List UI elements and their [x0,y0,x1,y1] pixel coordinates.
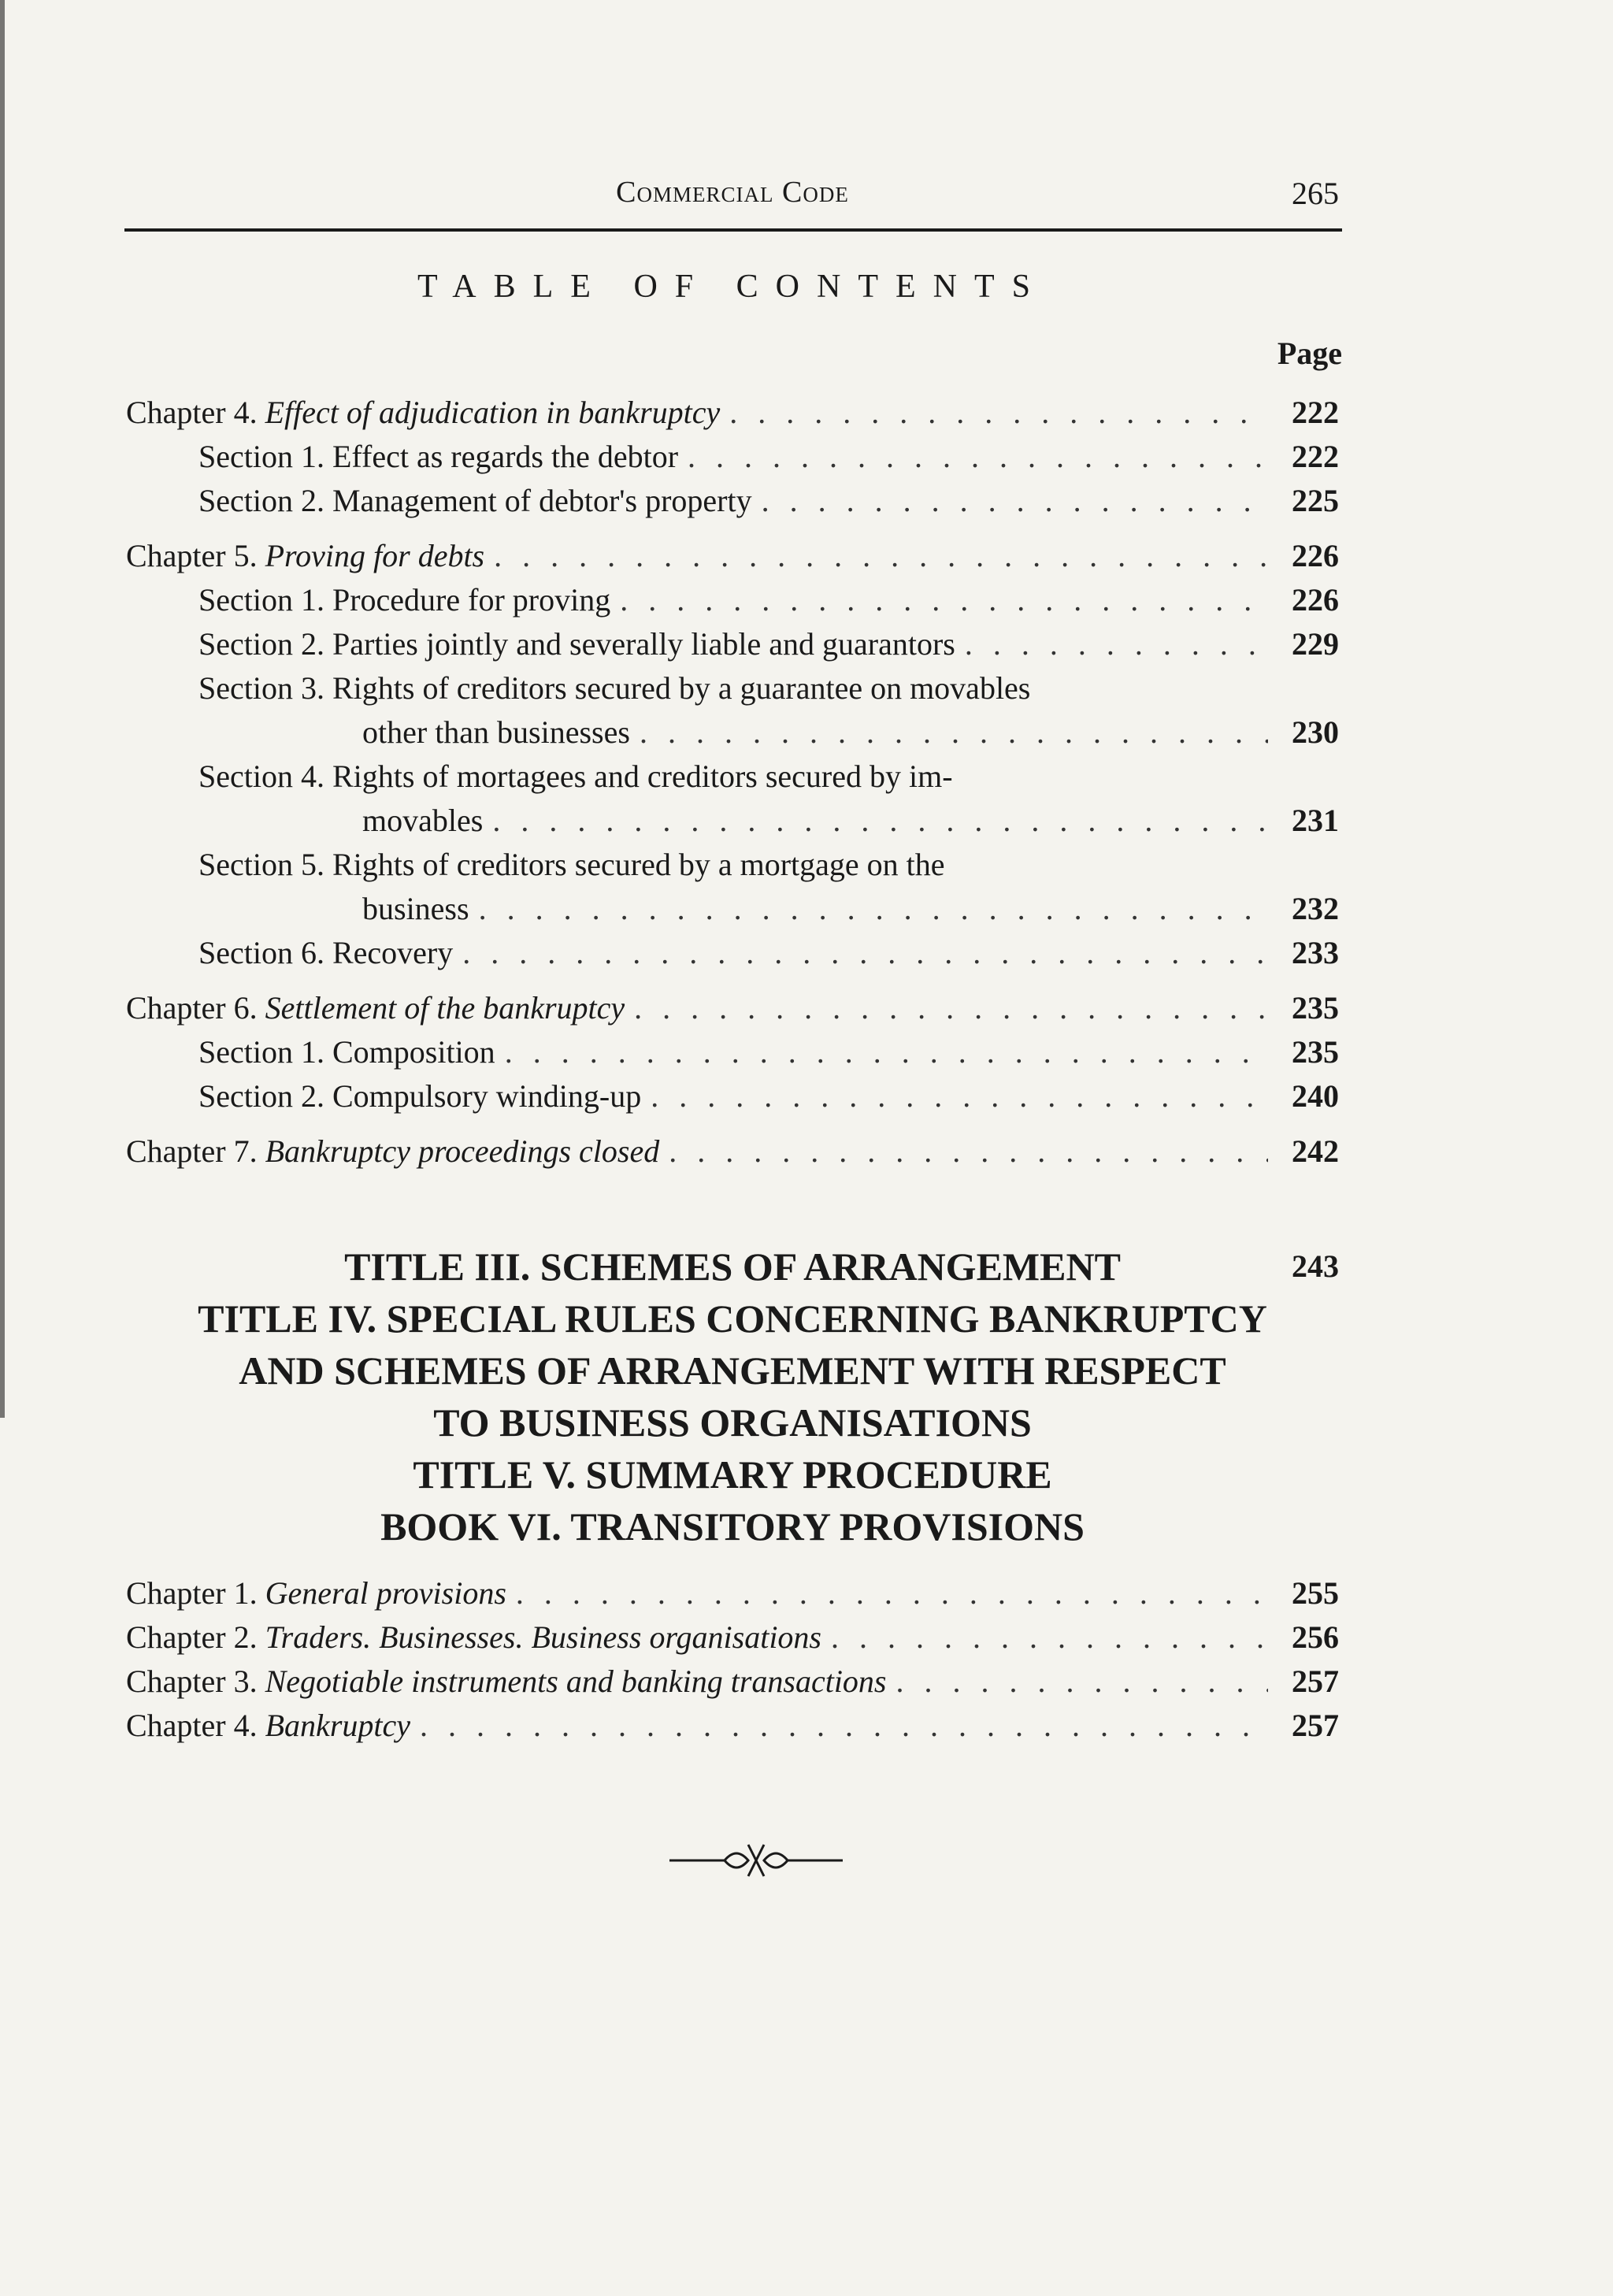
book-vi-entry [126,1704,1339,1748]
toc-entry-title: Effect of adjudication in bankruptcy [265,395,721,430]
toc-entry-title: Settlement of the bankruptcy [265,990,625,1026]
leader-dots [484,534,1268,578]
toc-entry [126,435,1339,479]
toc-entry-page: 232 [1292,891,1339,926]
toc-entry-label [198,479,752,523]
book-vi-entry-label [126,1660,887,1704]
toc-entry-title: Compulsory winding-up [332,1078,642,1114]
toc-entry-number: Section 1. [198,1034,324,1070]
toc-entry-label [198,1030,495,1074]
book-vi-entry-row [126,1660,1339,1704]
toc-entry-page: 231 [1292,803,1339,838]
book-vi-entry-page: 257 [1292,1664,1339,1699]
toc-entry-number: Section 1. [198,582,324,618]
toc-entry-page: 240 [1292,1078,1339,1114]
book-vi-entry-page: 256 [1292,1619,1339,1655]
toc-entry-title: Bankruptcy proceedings closed [265,1133,660,1169]
book-vi-entries [126,1571,1339,1748]
toc-entry-number: Chapter 7. [126,1133,258,1169]
toc-entry-label [198,578,610,622]
toc-entry [126,1129,1339,1174]
book-vi-entry-number: Chapter 3. [126,1664,258,1699]
leader-dots [469,887,1268,931]
toc-entry-number: Chapter 6. [126,990,258,1026]
toc-entry-number: Section 5. [198,847,324,882]
toc-entry [126,843,1339,931]
page-edge-shadow [0,0,5,1418]
toc-entry-title: Procedure for proving [332,582,611,618]
toc-entry [126,622,1339,666]
toc-entry-title: Rights of mortagees and creditors secured by im- [332,759,953,794]
toc-entry-title-cont: other than businesses [362,714,630,750]
toc-entry-label [126,986,625,1030]
toc-entry-row [126,986,1339,1030]
leader-dots [610,578,1268,622]
title-iv-line1: TITLE IV. SPECIAL RULES CONCERNING BANKRUPTCY [198,1296,1267,1341]
leader-dots [641,1074,1268,1118]
book-vi-entry-page: 257 [1292,1708,1339,1743]
toc-entry-page: 235 [1292,1034,1339,1070]
toc-entry-row [198,435,1339,479]
toc-entry-number: Section 6. [198,935,324,970]
book-vi-entry-number: Chapter 2. [126,1619,258,1655]
toc-entry [126,1074,1339,1118]
leader-dots [410,1704,1268,1748]
toc-entry-number: Section 1. [198,439,324,474]
toc-entry-title: Effect as regards the debtor [332,439,679,474]
toc-entry-title: Proving for debts [265,538,485,573]
leader-dots [483,799,1268,843]
toc-entry-page: 222 [1292,439,1339,474]
toc-entry-label [126,391,720,435]
toc-entry-row [198,622,1339,666]
toc-entry-label [198,1074,641,1118]
titles-block [126,1241,1339,1552]
toc-entry [126,986,1339,1030]
toc-entry [126,755,1339,843]
toc-entry [126,578,1339,622]
leader-dots [630,710,1268,755]
toc-entry-row [126,1129,1339,1174]
toc-entry-page: 229 [1292,626,1339,662]
book-vi-entry [126,1571,1339,1615]
page-column-label: Page [1277,336,1342,371]
toc-heading: TABLE OF CONTENTS [417,269,1048,305]
running-title: Commercial Code [616,176,849,209]
toc-entry-title: Rights of creditors secured by a mortgage on the [332,847,945,882]
toc-entry-page: 226 [1292,538,1339,573]
toc-entry-row [198,1030,1339,1074]
book-vi-entry [126,1615,1339,1660]
toc-entry [126,931,1339,975]
book-vi-entry-title: General provisions [265,1575,506,1611]
running-header [126,175,1339,222]
title-v: TITLE V. SUMMARY PROCEDURE [413,1452,1052,1497]
leader-dots [453,931,1268,975]
title-iii: TITLE III. SCHEMES OF ARRANGEMENT 243 [126,1241,1339,1293]
ornament-divider-icon [669,1835,843,1882]
toc-entry-page: 222 [1292,395,1339,430]
leader-dots [678,435,1268,479]
toc-entry-row [198,479,1339,523]
book-vi-entry [126,1660,1339,1704]
toc-entry-title: Rights of creditors secured by a guarantee on movables [332,670,1031,706]
toc-entries [126,380,1339,1174]
toc-entry-row [198,799,1339,843]
toc-entry [126,666,1339,755]
toc-entry-page: 233 [1292,935,1339,970]
toc-entry-number: Section 4. [198,759,324,794]
toc-entry-row [198,887,1339,931]
toc-entry [126,391,1339,435]
leader-dots [821,1615,1268,1660]
toc-entry-number: Chapter 5. [126,538,258,573]
book-vi: BOOK VI. TRANSITORY PROVISIONS [380,1504,1085,1549]
toc-entry-line [198,666,1339,710]
toc-entry-title-cont: movables [362,803,484,838]
toc-entry-row [198,1074,1339,1118]
toc-entry-number: Section 3. [198,670,324,706]
toc-entry-row [198,931,1339,975]
book-vi-entry-label [126,1571,506,1615]
toc-entry-row [126,391,1339,435]
toc-entry-title: Recovery [332,935,454,970]
header-rule [124,228,1342,232]
toc-entry-number: Section 2. [198,483,324,518]
toc-entry-row [198,578,1339,622]
page-number: 265 [1292,176,1339,211]
toc-entry-page: 226 [1292,582,1339,618]
toc-entry-line [198,843,1339,887]
book-vi-entry-title: Negotiable instruments and banking transactions [265,1664,887,1699]
toc-entry-row [198,710,1339,755]
book-vi-entry-label [126,1615,821,1660]
toc-entry-title: Management of debtor's property [332,483,752,518]
book-vi-entry-number: Chapter 1. [126,1575,258,1611]
leader-dots [720,391,1268,435]
toc-entry-line [198,755,1339,799]
toc-entry-number: Chapter 4. [126,395,258,430]
toc-entry-number: Section 2. [198,626,324,662]
toc-entry-title: Composition [332,1034,495,1070]
leader-dots [887,1660,1269,1704]
title-iv-line3: TO BUSINESS ORGANISATIONS [433,1400,1032,1445]
toc-entry-label [126,1129,659,1174]
leader-dots [752,479,1268,523]
title-iv-line2: AND SCHEMES OF ARRANGEMENT WITH RESPECT [239,1348,1226,1393]
toc-entry-title-cont: business [362,891,469,926]
title-iii-page: 243 [1292,1248,1339,1284]
toc-entry-label [198,622,955,666]
book-vi-entry-row [126,1615,1339,1660]
book-vi-entry-row [126,1571,1339,1615]
book-vi-entry-number: Chapter 4. [126,1708,258,1743]
toc-entry-page: 230 [1292,714,1339,750]
toc-entry-label [126,534,484,578]
book-vi-entry-row [126,1704,1339,1748]
leader-dots [625,986,1268,1030]
toc-entry-page: 225 [1292,483,1339,518]
book-vi-entry-label [126,1704,410,1748]
leader-dots [659,1129,1268,1174]
leader-dots [506,1571,1268,1615]
book-vi-entry-page: 255 [1292,1575,1339,1611]
toc-entry-label [198,931,453,975]
toc-entry-title: Parties jointly and severally liable and guarantors [332,626,955,662]
toc-entry [126,479,1339,523]
toc-entry-page: 242 [1292,1133,1339,1169]
toc-entry-label [198,435,678,479]
toc-entry-row [126,534,1339,578]
book-vi-entry-title: Traders. Businesses. Business organisations [265,1619,821,1655]
toc-entry-number: Section 2. [198,1078,324,1114]
toc-entry [126,1030,1339,1074]
toc-entry [126,534,1339,578]
leader-dots [495,1030,1268,1074]
toc-entry-page: 235 [1292,990,1339,1026]
book-vi-entry-title: Bankruptcy [265,1708,410,1743]
leader-dots [955,622,1268,666]
